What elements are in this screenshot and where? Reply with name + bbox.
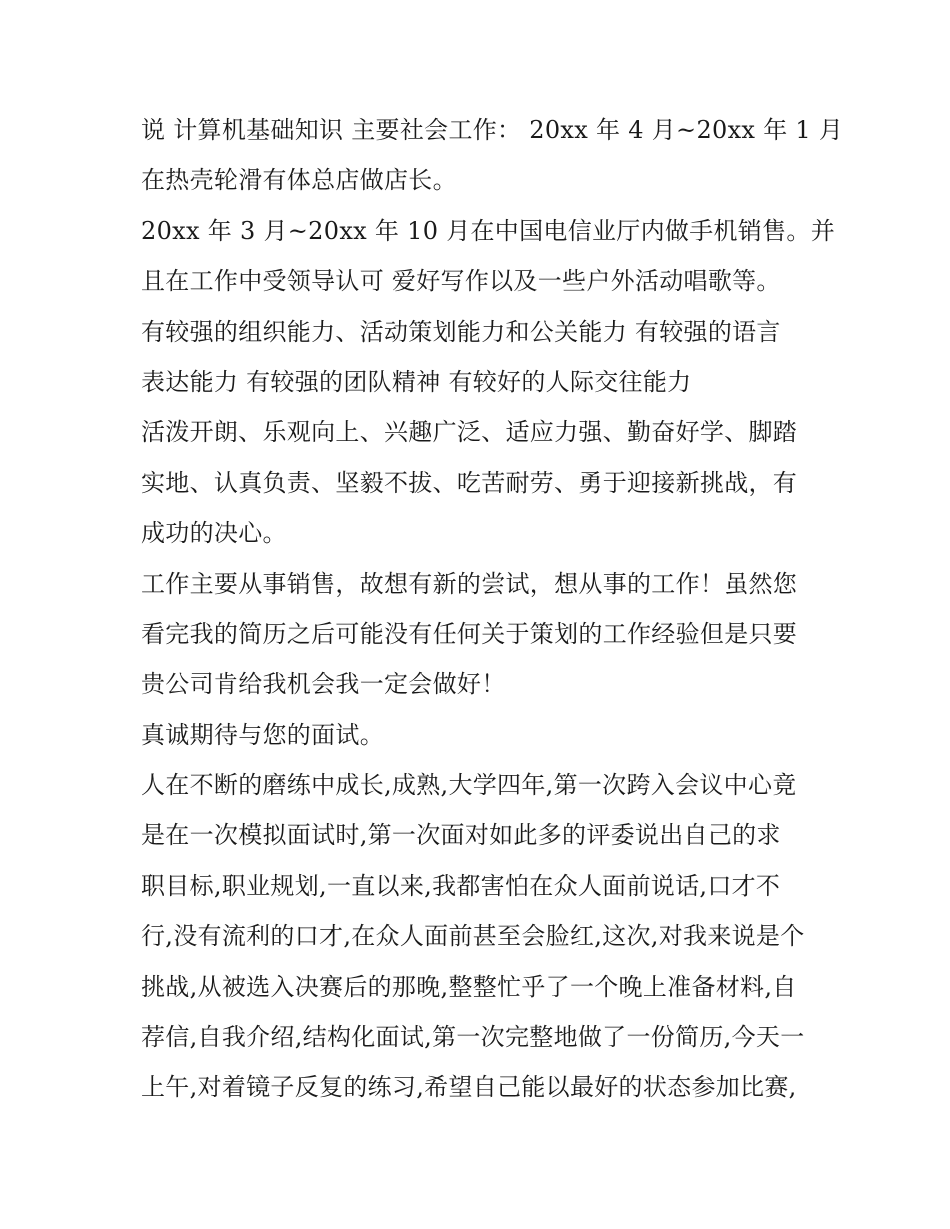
text-line: 活泼开朗、乐观向上、兴趣广泛、适应力强、勤奋好学、脚踏 [141, 418, 798, 447]
text-line: 成功的决心。 [141, 519, 287, 548]
document-body [141, 105, 844, 1113]
text-line: 说 计算机基础知识 主要社会工作： 20xx 年 4 月~20xx 年 1 月 [141, 116, 844, 144]
text-line: 看完我的简历之后可能没有任何关于策划的工作经验但是只要 [141, 619, 798, 648]
text-line: 20xx 年 3 月~20xx 年 10 月在中国电信业厅内做手机销售。并 [141, 216, 836, 245]
text-line: 贵公司肯给我机会我一定会做好！ [141, 670, 506, 699]
text-line: 真诚期待与您的面试。 [141, 720, 384, 749]
text-line: 且在工作中受领导认可 爱好写作以及一些户外活动唱歌等。 [141, 267, 781, 296]
text-line: 挑战,从被选入决赛后的那晚,整整忙乎了一个晚上准备材料,自 [141, 972, 797, 1001]
text-line: 人在不断的磨练中成长,成熟,大学四年,第一次跨入会议中心竟 [141, 771, 797, 800]
text-line: 有较强的组织能力、活动策划能力和公关能力 有较强的语言 [141, 317, 781, 346]
text-line: 工作主要从事销售，故想有新的尝试，想从事的工作！虽然您 [141, 569, 798, 598]
text-line: 实地、认真负责、坚毅不拔、吃苦耐劳、勇于迎接新挑战，有 [141, 468, 798, 497]
text-line: 荐信,自我介绍,结构化面试,第一次完整地做了一份简历,今天一 [141, 1023, 805, 1052]
text-line: 表达能力 有较强的团队精神 有较好的人际交往能力 [141, 367, 692, 396]
text-line: 上午,对着镜子反复的练习,希望自己能以最好的状态参加比赛, [141, 1073, 797, 1102]
text-line: 是在一次模拟面试时,第一次面对如此多的评委说出自己的求 [141, 821, 781, 850]
text-line: 职目标,职业规划,一直以来,我都害怕在众人面前说话,口才不 [141, 871, 781, 900]
text-line: 行,没有流利的口才,在众人面前甚至会脸红,这次,对我来说是个 [141, 922, 805, 951]
text-line: 在热壳轮滑有体总店做店长。 [141, 166, 457, 195]
